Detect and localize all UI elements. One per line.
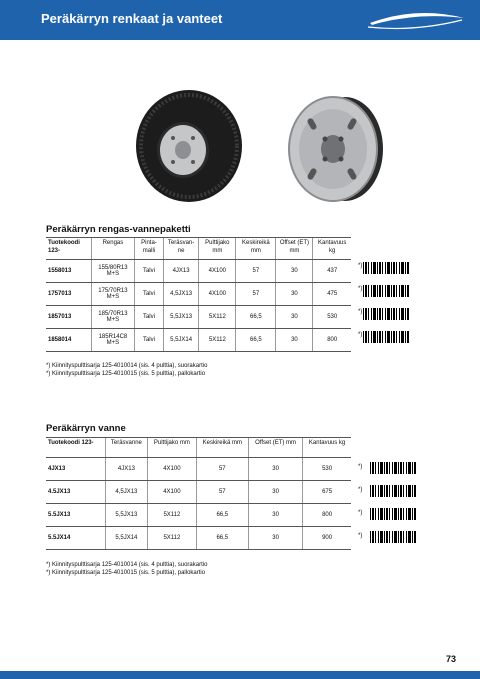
cell-tire: 185/70R13 M+S bbox=[91, 306, 134, 329]
table-row bbox=[46, 306, 351, 329]
col-pcd: Pulttijako mm bbox=[148, 438, 196, 458]
col-load: Kantavuus kg bbox=[303, 438, 351, 458]
barcode-bars bbox=[363, 285, 409, 297]
cell-load: 437 bbox=[313, 260, 351, 283]
cell-load: 530 bbox=[313, 306, 351, 329]
footnote: *) Kiinnityspulttisarja 125-4010015 (sis. 5 pulttia), pallokartio bbox=[46, 570, 206, 576]
footnote: *) Kiinnityspulttisarja 125-4010014 (sis. 4 pulttia), suorakartio bbox=[46, 562, 208, 568]
cell-load: 675 bbox=[303, 481, 351, 504]
cell-tire: 155/80R13 M+S bbox=[91, 260, 134, 283]
cell-bore: 57 bbox=[196, 458, 248, 481]
cell-code: 4.5JX13 bbox=[46, 481, 105, 504]
cell-offset: 30 bbox=[276, 283, 313, 306]
cell-pcd: 5X112 bbox=[199, 306, 236, 329]
section-title-rim: Peräkärryn vanne bbox=[46, 423, 126, 434]
cell-rim: 5,5JX13 bbox=[163, 306, 199, 329]
barcode-bars bbox=[363, 331, 409, 343]
cell-rim: 4,5JX13 bbox=[163, 283, 199, 306]
barcode-bars bbox=[370, 462, 416, 474]
barcode-bars bbox=[363, 308, 409, 320]
row-note-marker: *) bbox=[358, 510, 363, 516]
cell-bore: 57 bbox=[196, 481, 248, 504]
row-note-marker: *) bbox=[358, 533, 363, 539]
cell-tire: 185R14C8 M+S bbox=[91, 329, 134, 352]
row-note-marker: *) bbox=[358, 487, 363, 493]
cell-pcd: 4X100 bbox=[199, 283, 236, 306]
cell-offset: 30 bbox=[248, 504, 302, 527]
cell-bore: 66,5 bbox=[236, 329, 276, 352]
cell-code: 1857013 bbox=[46, 306, 91, 329]
cell-offset: 30 bbox=[276, 260, 313, 283]
cell-rim: 5,5JX14 bbox=[163, 329, 199, 352]
cell-offset: 30 bbox=[248, 527, 302, 550]
cell-code: 1757013 bbox=[46, 283, 91, 306]
col-offset: Offset (ET) mm bbox=[248, 438, 302, 458]
page-header bbox=[0, 0, 480, 40]
cell-offset: 30 bbox=[276, 329, 313, 352]
cell-load: 900 bbox=[303, 527, 351, 550]
section-title-package: Peräkärryn rengas-vannepaketti bbox=[46, 224, 191, 235]
rim-table bbox=[46, 437, 351, 550]
cell-pcd: 4X100 bbox=[199, 260, 236, 283]
cell-tire: 175/70R13 M+S bbox=[91, 283, 134, 306]
cell-offset: 30 bbox=[276, 306, 313, 329]
cell-load: 530 bbox=[303, 458, 351, 481]
footnotes-rim bbox=[46, 561, 207, 577]
cell-bore: 57 bbox=[236, 283, 276, 306]
cell-pcd: 5X112 bbox=[199, 329, 236, 352]
row-note-marker: *) bbox=[358, 309, 363, 315]
barcode-bars bbox=[363, 262, 409, 274]
cell-pcd: 4X100 bbox=[148, 481, 196, 504]
barcode-bars bbox=[370, 485, 416, 497]
cell-pattern: Talvi bbox=[135, 329, 164, 352]
cell-rim: 4JX13 bbox=[163, 260, 199, 283]
footnote: *) Kiinnityspulttisarja 125-4010014 (sis. 4 pulttia), suorakartio bbox=[46, 363, 208, 369]
table-header-row bbox=[46, 238, 351, 260]
footnote: *) Kiinnityspulttisarja 125-4010015 (sis. 5 pulttia), pallokartio bbox=[46, 371, 206, 377]
cell-rim: 4,5JX13 bbox=[105, 481, 148, 504]
barcode-bars bbox=[370, 531, 416, 543]
cell-code: 1858014 bbox=[46, 329, 91, 352]
row-note-marker: *) bbox=[358, 332, 363, 338]
barcode bbox=[363, 285, 409, 302]
table-row bbox=[46, 481, 351, 504]
col-rim: Teräsvan-ne bbox=[163, 238, 199, 260]
cell-offset: 30 bbox=[248, 481, 302, 504]
cell-code: 4JX13 bbox=[46, 458, 105, 481]
koivunen-logo bbox=[364, 8, 468, 32]
table-row bbox=[46, 527, 351, 550]
cell-bore: 66,5 bbox=[196, 504, 248, 527]
cell-pattern: Talvi bbox=[135, 306, 164, 329]
cell-pcd: 4X100 bbox=[148, 458, 196, 481]
col-pcd: Pulttijako mm bbox=[199, 238, 236, 260]
steel-rim-image bbox=[285, 94, 385, 204]
table-row bbox=[46, 329, 351, 352]
cell-rim: 4JX13 bbox=[105, 458, 148, 481]
barcode bbox=[370, 462, 416, 479]
barcode bbox=[363, 262, 409, 279]
cell-pcd: 5X112 bbox=[148, 527, 196, 550]
page-title: Peräkärryn renkaat ja vanteet bbox=[41, 11, 223, 26]
cell-code: 1558013 bbox=[46, 260, 91, 283]
col-offset: Offset (ET) mm bbox=[276, 238, 313, 260]
col-tire: Rengas bbox=[91, 238, 134, 260]
cell-code: 5.5JX13 bbox=[46, 504, 105, 527]
cell-pcd: 5X112 bbox=[148, 504, 196, 527]
cell-bore: 66,5 bbox=[236, 306, 276, 329]
table-row bbox=[46, 458, 351, 481]
cell-pattern: Talvi bbox=[135, 260, 164, 283]
cell-code: 5.5JX14 bbox=[46, 527, 105, 550]
cell-offset: 30 bbox=[248, 458, 302, 481]
col-bore: Keskireikä mm bbox=[236, 238, 276, 260]
barcode bbox=[370, 531, 416, 548]
row-note-marker: *) bbox=[358, 464, 363, 470]
tire-and-rim-image bbox=[133, 86, 245, 204]
barcode bbox=[370, 508, 416, 525]
page-number: 73 bbox=[446, 654, 457, 664]
col-load: Kantavuus kg bbox=[313, 238, 351, 260]
table-header-row bbox=[46, 438, 351, 458]
table-row bbox=[46, 283, 351, 306]
cell-rim: 5,5JX13 bbox=[105, 504, 148, 527]
cell-load: 800 bbox=[313, 329, 351, 352]
col-bore: Keskireikä mm bbox=[196, 438, 248, 458]
footnotes-package bbox=[46, 362, 207, 378]
cell-load: 475 bbox=[313, 283, 351, 306]
cell-rim: 5,5JX14 bbox=[105, 527, 148, 550]
barcode bbox=[363, 308, 409, 325]
cell-bore: 57 bbox=[236, 260, 276, 283]
barcode bbox=[363, 331, 409, 348]
col-rim: Teräsvanne bbox=[105, 438, 148, 458]
col-pattern: Pinta-malli bbox=[135, 238, 164, 260]
table-row bbox=[46, 504, 351, 527]
barcode-bars bbox=[370, 508, 416, 520]
package-table bbox=[46, 237, 351, 352]
barcode bbox=[370, 485, 416, 502]
cell-bore: 66,5 bbox=[196, 527, 248, 550]
row-note-marker: *) bbox=[358, 263, 363, 269]
cell-pattern: Talvi bbox=[135, 283, 164, 306]
page-footer-bar bbox=[0, 671, 480, 679]
col-code: Tuotekoodi 123- bbox=[46, 238, 91, 260]
row-note-marker: *) bbox=[358, 286, 363, 292]
table-row bbox=[46, 260, 351, 283]
col-code: Tuotekoodi 123- bbox=[46, 438, 105, 458]
cell-load: 800 bbox=[303, 504, 351, 527]
